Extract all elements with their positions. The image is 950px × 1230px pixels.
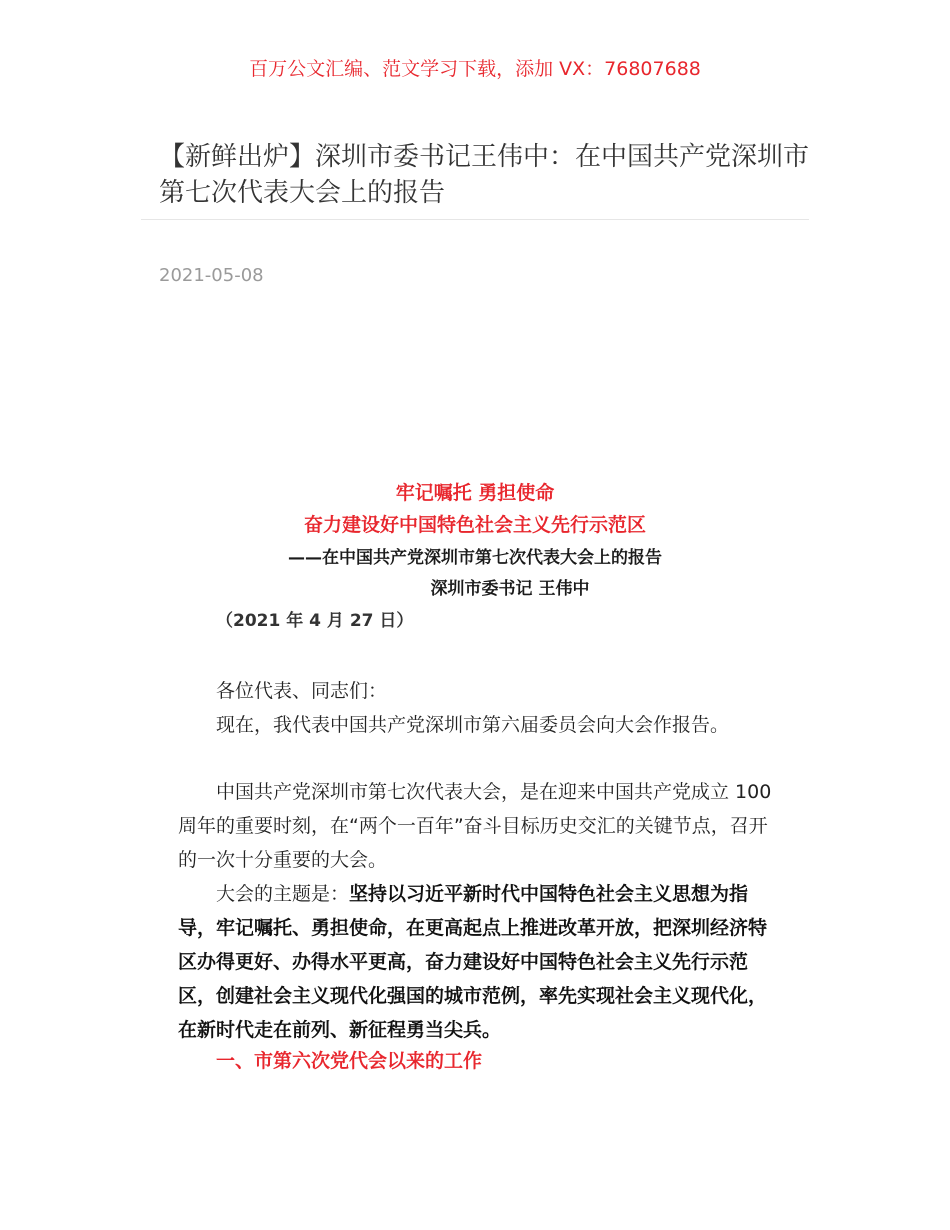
report-title-line2: 奋力建设好中国特色社会主义先行示范区 [303, 514, 646, 536]
report-subtitle: ——在中国共产党深圳市第七次代表大会上的报告 [288, 548, 662, 568]
section-1-heading: 一、市第六次党代会以来的工作 [216, 1050, 483, 1072]
greeting: 各位代表、同志们： [216, 680, 388, 702]
report-author: 深圳市委书记 王伟中 [430, 579, 590, 599]
paragraph-2: 中国共产党深圳市第七次代表大会，是在迎来中国共产党成立 100 周年的重要时刻，在“两个一百年”奋斗目标历史交汇的关键节点，召开的一次十分重要的大会。 [178, 781, 772, 871]
report-title-line1: 牢记嘱托 勇担使命 [395, 482, 555, 504]
theme-lead: 大会的主题是： [216, 883, 350, 905]
report-date: （2021 年 4 月 27 日） [216, 611, 414, 631]
theme-statement: 坚持以习近平新时代中国特色社会主义思想为指导，牢记嘱托、勇担使命，在更高起点上推进改革开放，把深圳经济特区办得更好、办得水平更高，奋力建设好中国特色社会主义先行示范区，创建社会主义现代化强国的城市范例，率先实现社会主义现代化，在新时代走在前列、新征程勇当尖兵。 [178, 883, 768, 1041]
promo-banner: 百万公文汇编、范文学习下载，添加 VX：76807688 [249, 58, 701, 80]
publish-date: 2021-05-08 [159, 265, 264, 286]
title-divider [141, 219, 809, 220]
paragraph-3 [178, 877, 776, 1047]
article-title: 【新鲜出炉】深圳市委书记王伟中：在中国共产党深圳市第七次代表大会上的报告 [159, 142, 810, 208]
paragraph-1: 现在，我代表中国共产党深圳市第六届委员会向大会作报告。 [216, 714, 730, 736]
